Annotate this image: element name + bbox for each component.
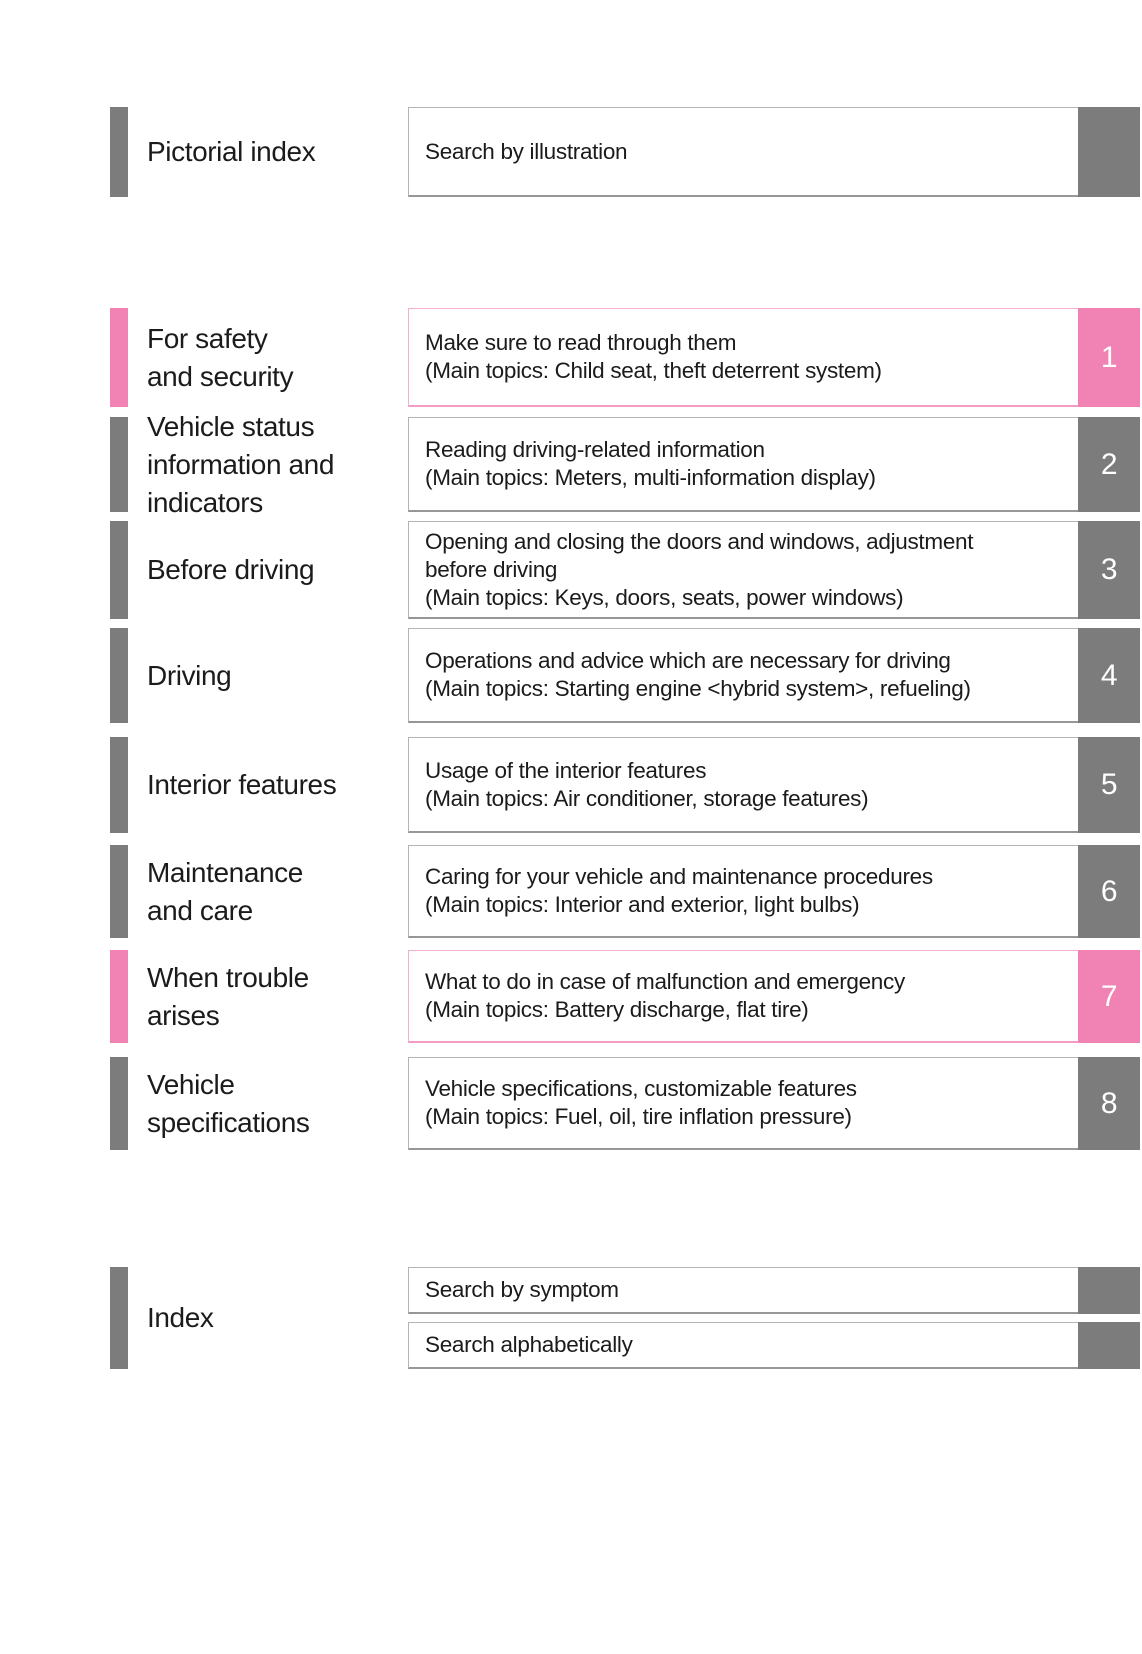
- section-label: [128, 628, 408, 723]
- toc-row-pictorial-index[interactable]: [110, 107, 1140, 197]
- section-description-line: Usage of the interior features: [425, 757, 707, 783]
- section-page-tab-7[interactable]: [1078, 950, 1140, 1043]
- section-color-bar: [110, 1057, 128, 1150]
- toc-row-interior-features[interactable]: [110, 737, 1140, 833]
- section-label-line: Driving: [147, 659, 232, 691]
- section-description-line: (Main topics: Child seat, theft deterrent system): [425, 358, 882, 383]
- section-color-bar: [110, 521, 128, 619]
- section-description-line: Reading driving-related information: [425, 437, 765, 462]
- section-description-box[interactable]: [408, 417, 1078, 512]
- section-description-line: (Main topics: Fuel, oil, tire inflation pressure): [425, 1104, 852, 1129]
- section-color-bar: [110, 845, 128, 938]
- section-page-tab-8[interactable]: [1078, 1057, 1140, 1150]
- section-description-line: (Main topics: Battery discharge, flat tire): [425, 997, 809, 1022]
- section-label-line: Maintenance: [147, 856, 303, 888]
- section-description-line: before driving: [425, 556, 558, 582]
- section-label-line: information and: [147, 448, 335, 480]
- section-description-line: (Main topics: Meters, multi-information display): [425, 465, 876, 490]
- section-label-line: Interior features: [147, 769, 337, 800]
- index-row-text: Search by symptom: [425, 1277, 619, 1302]
- index-page-tab[interactable]: [1078, 1322, 1140, 1369]
- section-tab-number: 7: [1100, 979, 1118, 1013]
- section-page-tab-6[interactable]: [1078, 845, 1140, 938]
- section-tab-number: 1: [1100, 340, 1118, 374]
- section-label-line: Vehicle: [147, 1068, 235, 1100]
- toc-row-before-driving[interactable]: [110, 521, 1140, 619]
- section-label: [128, 737, 408, 833]
- section-description-box[interactable]: [408, 628, 1078, 723]
- section-color-bar: [110, 950, 128, 1043]
- section-description-box[interactable]: [408, 308, 1078, 407]
- section-color-bar: [110, 417, 128, 512]
- section-description-box[interactable]: [408, 521, 1078, 619]
- section-label: Index: [147, 1302, 214, 1333]
- section-color-bar: [110, 737, 128, 833]
- section-label: [128, 845, 408, 938]
- section-label: [128, 521, 408, 619]
- section-tab-number: 6: [1100, 874, 1118, 908]
- section-label-line: Pictorial index: [147, 136, 316, 167]
- section-description-line: (Main topics: Keys, doors, seats, power windows): [425, 584, 904, 610]
- toc-row-for-safety-and-security[interactable]: [110, 308, 1140, 407]
- toc-row-vehicle-specifications[interactable]: [110, 1057, 1140, 1150]
- section-tab-number: 8: [1100, 1086, 1118, 1120]
- section-label-line: When trouble: [147, 961, 309, 993]
- section-description-line: What to do in case of malfunction and emergency: [425, 969, 905, 994]
- section-color-bar: [110, 107, 128, 197]
- section-label-line: and care: [147, 894, 253, 926]
- section-page-tab-1[interactable]: [1078, 308, 1140, 407]
- section-description-box[interactable]: [408, 1322, 1078, 1369]
- index-row-search-alphabetically[interactable]: [408, 1322, 1140, 1369]
- section-label: [128, 107, 408, 197]
- section-page-tab-4[interactable]: [1078, 628, 1140, 723]
- section-label: [128, 410, 408, 518]
- toc-row-maintenance-and-care[interactable]: [110, 845, 1140, 938]
- toc-row-driving[interactable]: [110, 628, 1140, 723]
- section-label: [128, 308, 408, 407]
- index-page-tab[interactable]: [1078, 1267, 1140, 1314]
- section-tab-number: 2: [1100, 447, 1118, 481]
- section-label: [128, 950, 408, 1043]
- index-row-text: Search alphabetically: [425, 1332, 633, 1357]
- section-description-line: Search by illustration: [425, 138, 628, 164]
- section-description-line: Make sure to read through them: [425, 330, 737, 355]
- section-page-tab-2[interactable]: [1078, 417, 1140, 512]
- section-label-line: specifications: [147, 1106, 310, 1138]
- section-label-line: and security: [147, 360, 294, 392]
- index-row-search-by-symptom[interactable]: [408, 1267, 1140, 1314]
- section-description-line: Vehicle specifications, customizable features: [425, 1076, 857, 1101]
- section-description-box[interactable]: [408, 950, 1078, 1043]
- section-page-tab-3[interactable]: [1078, 521, 1140, 619]
- section-color-bar: [110, 308, 128, 407]
- section-label-line: For safety: [147, 322, 268, 354]
- section-description-box[interactable]: [408, 1057, 1078, 1150]
- section-page-tab-5[interactable]: [1078, 737, 1140, 833]
- section-description-line: (Main topics: Interior and exterior, light bulbs): [425, 892, 860, 917]
- section-description-box[interactable]: [408, 1267, 1078, 1314]
- section-description-line: Opening and closing the doors and windows, adjustment: [425, 528, 974, 554]
- toc-row-vehicle-status-information-and-indicators[interactable]: [110, 410, 1140, 518]
- section-tab-number: 5: [1100, 768, 1118, 801]
- section-description-line: Caring for your vehicle and maintenance procedures: [425, 864, 933, 889]
- section-description-line: (Main topics: Starting engine <hybrid system>, refueling): [425, 676, 971, 701]
- section-description-box[interactable]: [408, 845, 1078, 938]
- section-description-box[interactable]: [408, 107, 1078, 197]
- section-description-box[interactable]: [408, 737, 1078, 833]
- section-color-bar: [110, 628, 128, 723]
- section-description-line: (Main topics: Air conditioner, storage features): [425, 785, 869, 811]
- section-tab-number: 4: [1100, 658, 1118, 692]
- toc-row-when-trouble-arises[interactable]: [110, 950, 1140, 1043]
- index-rows: [408, 1267, 1140, 1369]
- section-label: [128, 1057, 408, 1150]
- section-label-line: indicators: [147, 486, 263, 518]
- section-label-line: arises: [147, 999, 220, 1031]
- section-color-bar: [110, 1267, 128, 1369]
- toc-row-index[interactable]: [110, 1267, 1140, 1369]
- section-page-tab[interactable]: [1078, 107, 1140, 197]
- section-tab-number: 3: [1100, 553, 1118, 586]
- section-label-line: Vehicle status: [147, 410, 315, 442]
- section-label-line: Before driving: [147, 554, 315, 585]
- section-description-line: Operations and advice which are necessary for driving: [425, 648, 951, 673]
